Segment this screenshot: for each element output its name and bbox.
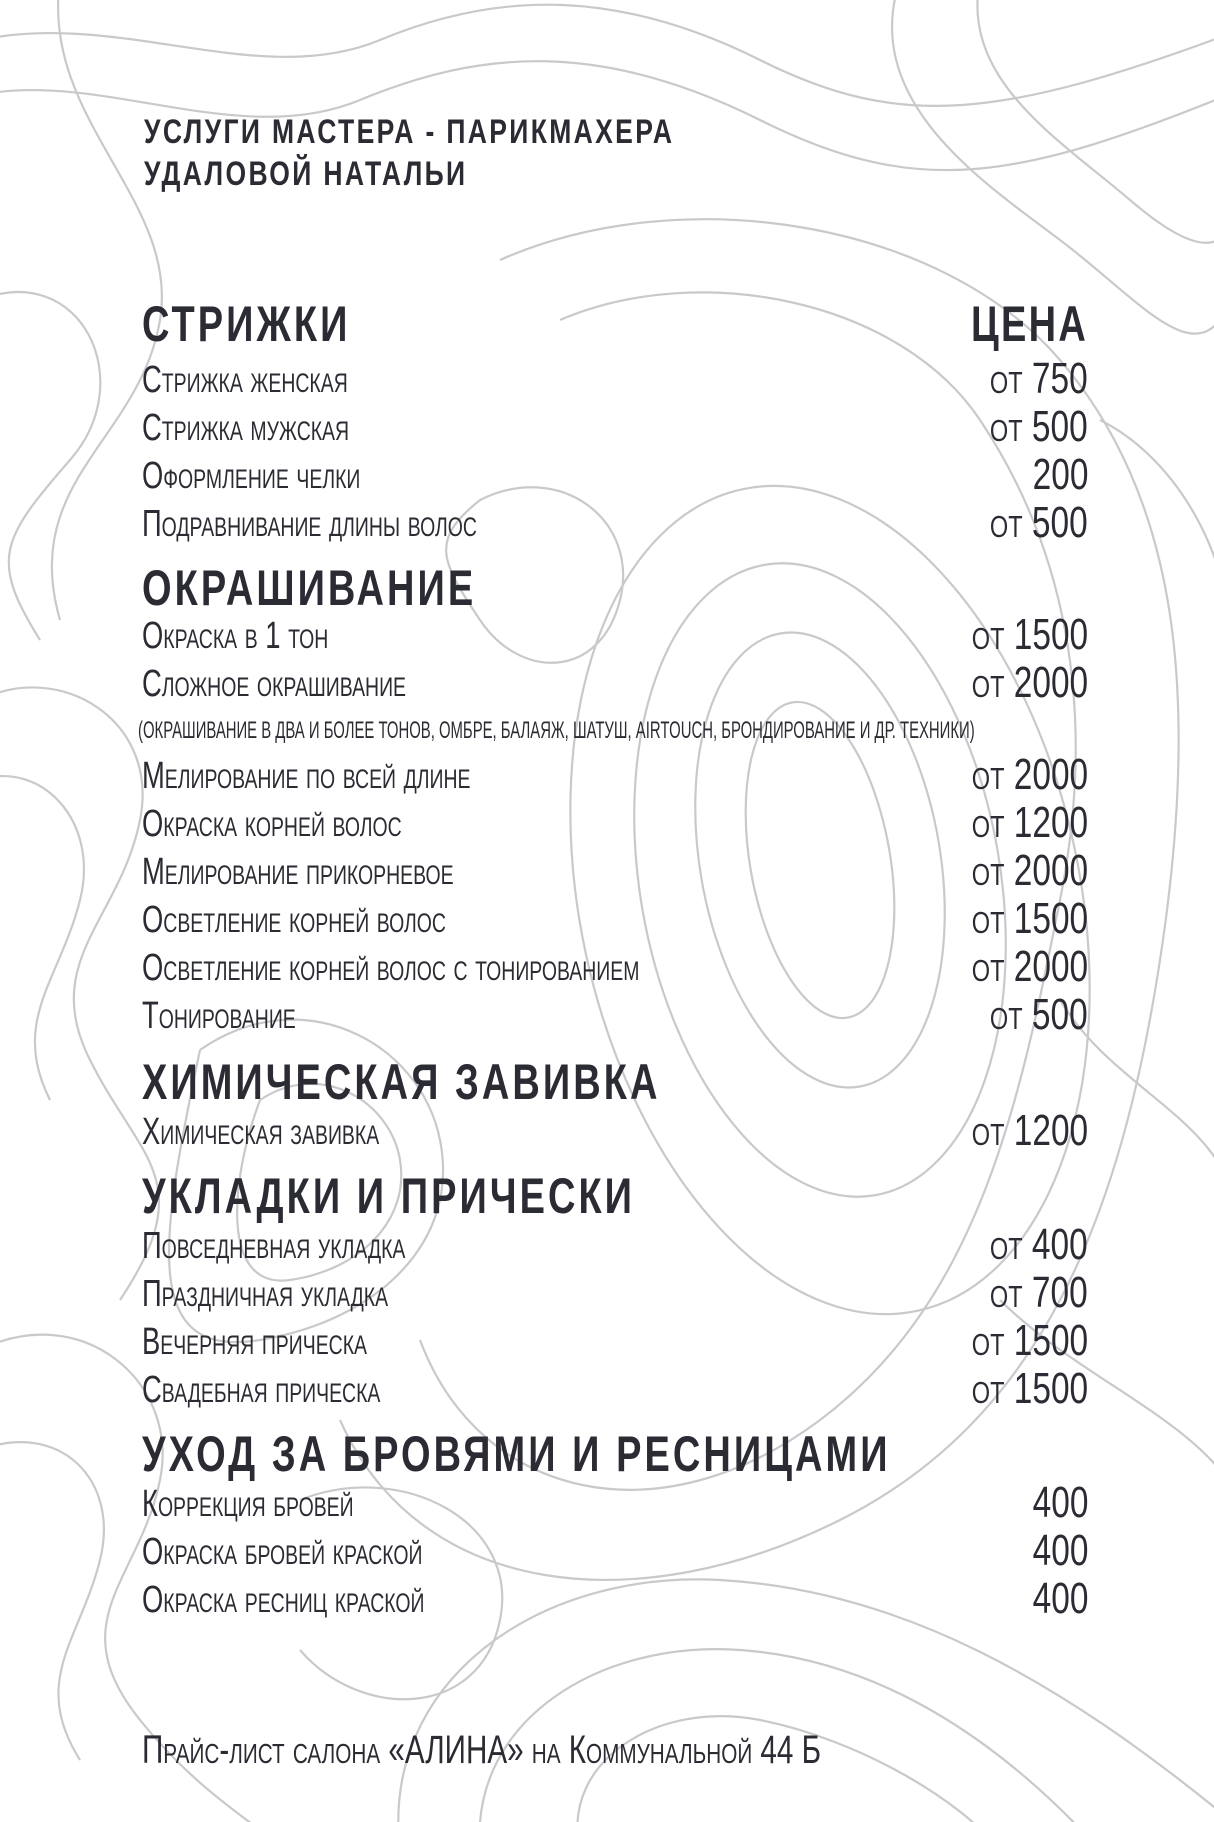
service-name: Стрижка мужская [142, 407, 350, 449]
service-price: от 2000 [971, 846, 1088, 895]
service-name: Окраска ресниц краской [142, 1579, 425, 1621]
service-price: от 500 [990, 402, 1088, 451]
section-title-styling: УКЛАДКИ И ПРИЧЕСКИ [142, 1168, 636, 1224]
service-price: от 2000 [971, 942, 1088, 991]
service-price: от 500 [990, 990, 1088, 1039]
service-price: от 1200 [971, 798, 1088, 847]
service-name: Осветление корней волос [142, 899, 446, 941]
service-name: Окраска бровей краской [142, 1531, 423, 1573]
service-price: от 2000 [971, 658, 1088, 707]
service-name: Подравнивание длины волос [142, 503, 477, 545]
service-name: Окраска в 1 тон [142, 615, 329, 657]
header-title-line-1: УСЛУГИ МАСТЕРА - ПАРИКМАХЕРА [144, 113, 675, 151]
service-name: Свадебная прическа [142, 1369, 381, 1411]
service-price: от 1200 [971, 1106, 1088, 1155]
service-price: от 500 [990, 498, 1088, 547]
coloring-techniques-note: (ОКРАШИВАНИЕ В ДВА И БОЛЕЕ ТОНОВ, ОМБРЕ, БАЛАЯЖ, ШАТУШ, AIRTOUCH, БРОНДИРОВАНИЕ И ДР. ТЕХНИКИ) [138, 717, 975, 744]
service-price: от 2000 [971, 750, 1088, 799]
service-name: Сложное окрашивание [142, 663, 407, 705]
service-name: Оформление челки [142, 455, 361, 497]
section-title-haircuts: СТРИЖКИ [142, 296, 351, 352]
header-title-line-2: УДАЛОВОЙ НАТАЛЬИ [144, 155, 468, 193]
service-price: 200 [1032, 450, 1088, 499]
service-price: 400 [1032, 1526, 1088, 1575]
service-price: 400 [1032, 1478, 1088, 1527]
service-price: от 700 [990, 1268, 1088, 1317]
service-name: Тонирование [142, 995, 296, 1037]
service-price: от 1500 [971, 1364, 1088, 1413]
service-name: Повседневная укладка [142, 1225, 406, 1267]
service-name: Коррекция бровей [142, 1483, 354, 1525]
service-price: от 1500 [971, 1316, 1088, 1365]
service-name: Мелирование прикорневое [142, 851, 454, 893]
service-price: 400 [1032, 1574, 1088, 1623]
service-price: от 750 [990, 354, 1088, 403]
section-title-brows-lashes: УХОД ЗА БРОВЯМИ И РЕСНИЦАМИ [142, 1426, 891, 1482]
service-price: от 1500 [971, 610, 1088, 659]
service-price: от 400 [990, 1220, 1088, 1269]
service-name: Стрижка женская [142, 359, 348, 401]
service-name: Мелирование по всей длине [142, 755, 471, 797]
service-name: Окраска корней волос [142, 803, 402, 845]
service-name: Праздничная укладка [142, 1273, 389, 1315]
salon-footer: Прайс-лист салона «АЛИНА» на Коммунальной 44 Б [142, 1728, 822, 1772]
service-name: Химическая завивка [142, 1111, 380, 1153]
service-name: Осветление корней волос с тонированием [142, 947, 640, 989]
section-title-perm: ХИМИЧЕСКАЯ ЗАВИВКА [142, 1054, 661, 1110]
section-title-coloring: ОКРАШИВАНИЕ [142, 560, 477, 616]
service-name: Вечерняя прическа [142, 1321, 367, 1363]
price-column-title: ЦЕНА [970, 296, 1088, 352]
service-price: от 1500 [971, 894, 1088, 943]
